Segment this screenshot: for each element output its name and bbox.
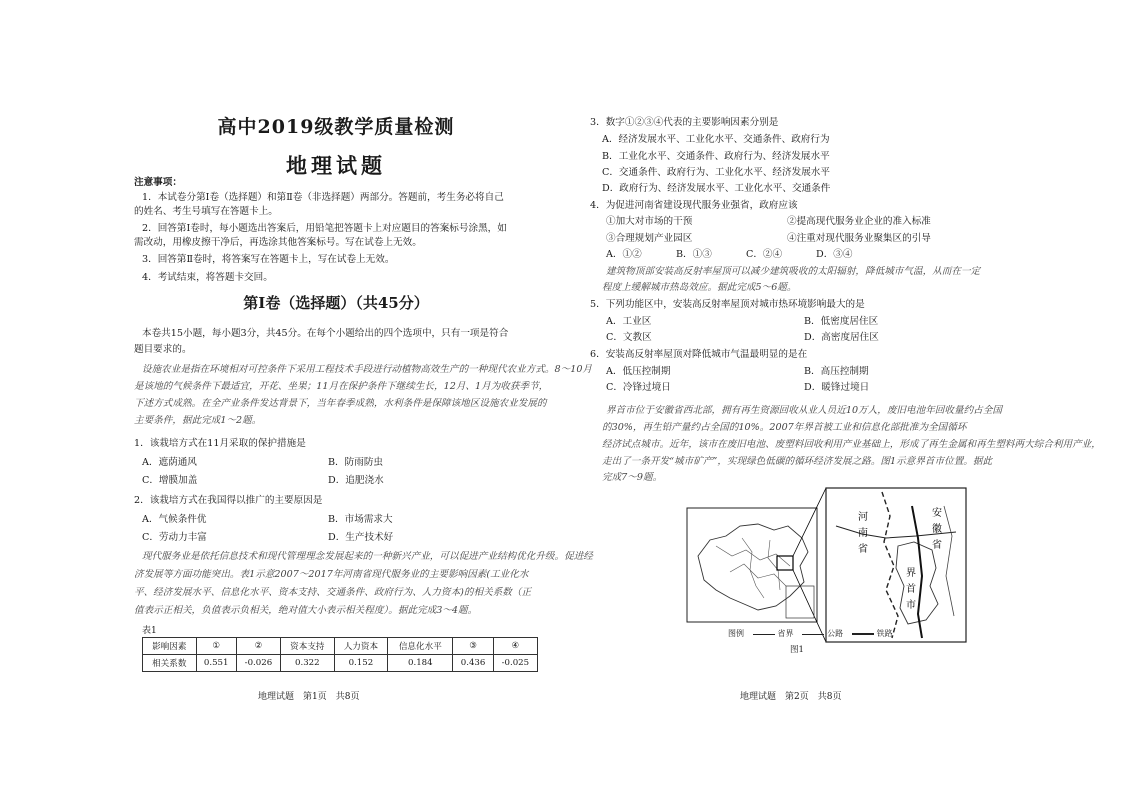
passage-line: 设施农业是指在环境相对可控条件下采用工程技术手段进行动植物高效生产的一种现代农业方式。8～10月 <box>142 364 593 375</box>
legend-item: 公路 <box>827 629 844 638</box>
answer-option: C．劳动力丰富 <box>142 532 207 543</box>
answer-option: C．文教区 <box>606 332 652 343</box>
question-stem: 6．安装高反射率屋顶对降低城市气温最明显的是在 <box>590 349 808 360</box>
notice-item: 3．回答第Ⅱ卷时，将答案写在答题卡上，写在试卷上无效。 <box>142 254 395 265</box>
passage-line: 平、经济发展水平、信息化水平、资本支持、交通条件、政府行为、人力资本)的相关系数（正 <box>134 587 532 598</box>
answer-option: B．①③ <box>676 249 712 260</box>
notice-item: 4．考试结束，将答题卡交回。 <box>142 272 273 283</box>
answer-option: C．交通条件、政府行为、工业化水平、经济发展水平 <box>602 167 830 178</box>
map-label-jieshou-2: 首 <box>906 584 916 595</box>
section-title: 第Ⅰ卷（选择题）（共45分） <box>243 294 429 312</box>
section-intro-continued: 题目要求的。 <box>134 344 192 355</box>
question-stem: 1．该栽培方式在11月采取的保护措施是 <box>134 438 306 449</box>
table-cell: 0.184 <box>388 655 453 672</box>
question-stem: 4．为促进河南省建设现代服务业强省，政府应该 <box>590 200 798 211</box>
answer-option: B．工业化水平、交通条件、政府行为、经济发展水平 <box>602 151 830 162</box>
table-header-cell: 资本支持 <box>281 638 335 655</box>
passage-line: 下述方式成熟。在全产业条件发达背景下，当年春季成熟，水利条件是保障该地区设施农业发展的 <box>134 398 547 409</box>
focus-box <box>777 556 793 570</box>
exam-main-title: 高中2019级教学质量检测 <box>217 116 455 138</box>
passage-line: 完成7～9题。 <box>602 472 663 483</box>
table-header-cell: ① <box>196 638 236 655</box>
table-header-cell: ② <box>236 638 280 655</box>
table-header-cell: 影响因素 <box>143 638 197 655</box>
passage-line: 现代服务业是依托信息技术和现代管理理念发展起来的一种新兴产业，可以促进产业结构优化升级。促进经 <box>142 551 593 562</box>
table-cell: 0.436 <box>453 655 493 672</box>
map-legend <box>728 628 893 639</box>
table-cell: 0.551 <box>196 655 236 672</box>
table-header-cell: ④ <box>493 638 537 655</box>
notice-label: 注意事项： <box>134 177 182 188</box>
notice-item: 2．回答第Ⅰ卷时，每小题选出答案后，用铅笔把答题卡上对应题目的答案标号涂黑，如 <box>142 223 507 234</box>
right-page <box>590 0 1101 794</box>
table-cell: 0.152 <box>334 655 388 672</box>
notice-item-continued: 的姓名、考生号填写在答题卡上。 <box>134 206 278 217</box>
legend-label: 图例 <box>728 629 744 638</box>
answer-option: B．防雨防虫 <box>328 457 384 468</box>
answer-option: A．工业区 <box>606 316 652 327</box>
map-label-henan-3: 省 <box>858 544 868 555</box>
answer-option: D．暖锋过境日 <box>804 382 870 393</box>
china-outline <box>698 524 808 610</box>
section-intro: 本卷共15小题，每小题3分，共45分。在每个小题给出的四个选项中，只有一项是符合 <box>142 328 509 339</box>
answer-option: D．高密度居住区 <box>804 332 879 343</box>
table-label: 表1 <box>142 626 157 636</box>
answer-option: A．低压控制期 <box>606 366 671 377</box>
passage-line: 走出了一条开发“城市矿产”，实现绿色低碳的循环经济发展之路。图1示意界首市位置。据此 <box>602 456 993 467</box>
answer-option: A．经济发展水平、工业化水平、交通条件、政府行为 <box>602 134 830 145</box>
legend-railway-symbol <box>852 633 874 635</box>
answer-option: C．冷锋过境日 <box>606 382 671 393</box>
province-border-line <box>882 492 898 638</box>
statement-option: ①加大对市场的干预 <box>606 216 693 227</box>
answer-option: B．市场需求大 <box>328 514 393 525</box>
map-label-henan-2: 南 <box>858 528 868 539</box>
table-row <box>143 655 538 672</box>
table-cell: -0.026 <box>236 655 280 672</box>
table-header-cell: 人力资本 <box>334 638 388 655</box>
map-label-jieshou-1: 界 <box>906 568 916 579</box>
map-label-anhui-2: 徽 <box>932 524 942 535</box>
exam-subject-title: 地理试题 <box>286 153 386 178</box>
passage-line: 界首市位于安徽省西北部，拥有再生资源回收从业人员近10万人，废旧电池年回收量约占全国 <box>606 405 1002 416</box>
answer-option: C．增膜加盖 <box>142 475 198 486</box>
table-header-cell: ③ <box>453 638 493 655</box>
table-cell: -0.025 <box>493 655 537 672</box>
question-stem: 2．该栽培方式在我国得以推广的主要原因是 <box>134 495 323 506</box>
page-footer: 地理试题 第2页 共8页 <box>740 692 842 702</box>
legend-road-symbol <box>802 634 824 635</box>
left-page <box>120 0 593 794</box>
passage-line: 济发展等方面功能突出。表1示意2007～2017年河南省现代服务业的主要影响因素(工业化水 <box>134 569 529 580</box>
answer-option: D．追肥浇水 <box>328 475 384 486</box>
passage-line: 的30%，再生铅产量约占全国的10%。2007年界首被工业和信息化部批准为全国循环 <box>602 422 967 433</box>
answer-option: D．政府行为、经济发展水平、工业化水平、交通条件 <box>602 183 831 194</box>
answer-option: D．③④ <box>816 249 853 260</box>
figure-caption: 图1 <box>790 645 804 655</box>
answer-option: C．②④ <box>746 249 783 260</box>
notice-item-continued: 需改动，用橡皮擦干净后，再选涂其他答案标号。写在试卷上无效。 <box>134 237 422 248</box>
south-sea-inset <box>786 586 814 618</box>
legend-border-symbol <box>753 634 775 635</box>
jieshou-boundary <box>896 542 938 624</box>
table-cell: 0.322 <box>281 655 335 672</box>
table-row-label: 相关系数 <box>143 655 197 672</box>
river-line <box>944 506 954 616</box>
correlation-table <box>142 637 538 672</box>
passage-line: 是该地的气候条件下最适宜，开花、坐果；11月在保护条件下继续生长，12月、1月为收获季节， <box>134 381 549 392</box>
passage-line: 主要条件，据此完成1～2题。 <box>134 415 262 426</box>
answer-option: D．生产技术好 <box>328 532 394 543</box>
table-header-cell: 信息化水平 <box>388 638 453 655</box>
passage-line: 建筑物顶部安装高反射率屋顶可以减少建筑吸收的太阳辐射，降低城市气温，从而在一定 <box>606 266 981 277</box>
page-footer: 地理试题 第1页 共8页 <box>258 692 360 702</box>
question-stem: 5．下列功能区中，安装高反射率屋顶对城市热环境影响最大的是 <box>590 299 865 310</box>
zoom-lines <box>793 488 826 642</box>
statement-option: ④注重对现代服务业聚集区的引导 <box>787 233 931 244</box>
passage-line: 经济试点城市。近年，该市在废旧电池、废塑料回收利用产业基础上，形成了再生金属和再生塑料两大综合利用产业， <box>602 439 1101 450</box>
legend-item: 铁路 <box>876 629 893 638</box>
map-label-anhui-3: 省 <box>932 540 942 551</box>
passage-line: 程度上缓解城市热岛效应。据此完成5～6题。 <box>602 282 797 293</box>
statement-option: ③合理规划产业园区 <box>606 233 693 244</box>
question-stem: 3．数字①②③④代表的主要影响因素分别是 <box>590 117 779 128</box>
statement-option: ②提高现代服务业企业的准入标准 <box>787 216 931 227</box>
province-borders <box>716 538 790 598</box>
table-header-row <box>143 638 538 655</box>
answer-option: A．①② <box>606 249 642 260</box>
legend-item: 省界 <box>777 629 794 638</box>
answer-option: B．高压控制期 <box>804 366 869 377</box>
map-label-jieshou-3: 市 <box>906 600 916 611</box>
answer-option: B．低密度居住区 <box>804 316 879 327</box>
notice-item: 1．本试卷分第Ⅰ卷（选择题）和第Ⅱ卷（非选择题）两部分。答题前，考生务必将自己 <box>142 192 504 203</box>
answer-option: A．气候条件优 <box>142 514 207 525</box>
map-label-henan-1: 河 <box>858 512 868 523</box>
passage-line: 值表示正相关，负值表示负相关，绝对值大小表示相关程度）。据此完成3～4题。 <box>134 605 478 616</box>
answer-option: A．遮荫通风 <box>142 457 197 468</box>
map-label-anhui-1: 安 <box>932 508 942 519</box>
